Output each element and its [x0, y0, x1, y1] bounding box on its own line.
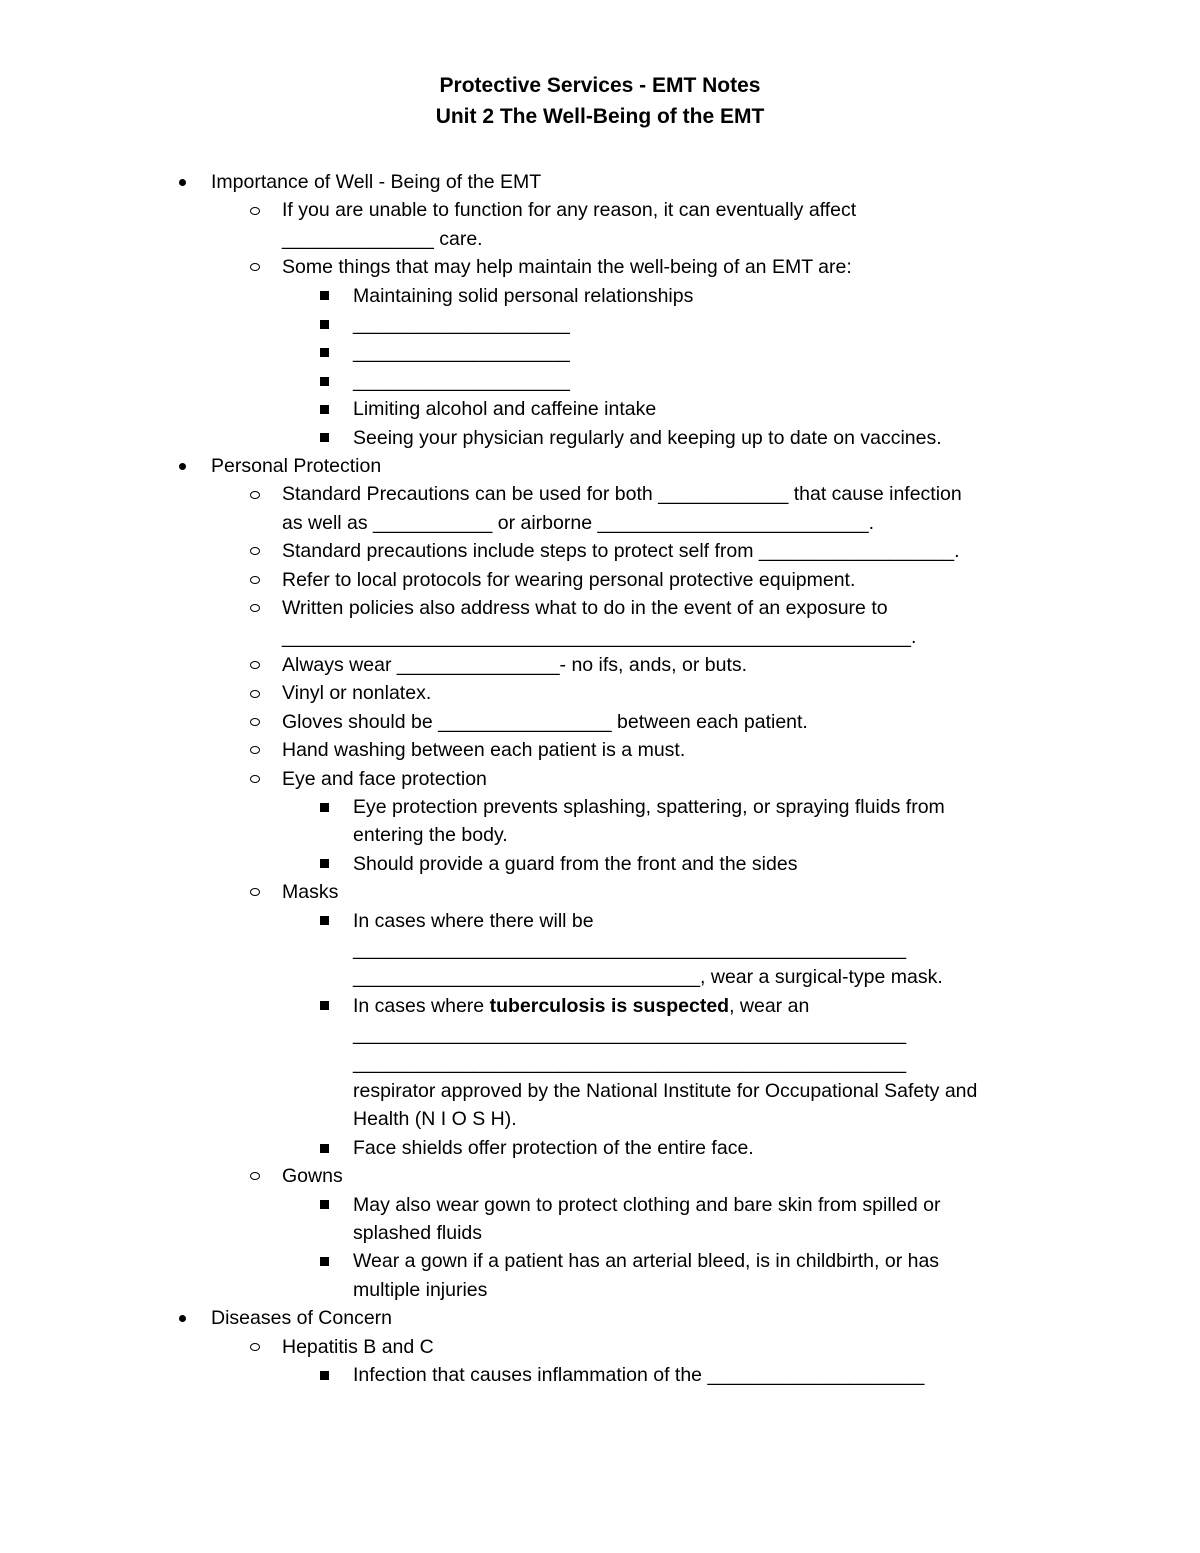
list-item: If you are unable to function for any reason, it can eventually affect	[0, 196, 1200, 224]
sub-list-item: Limiting alcohol and caffeine intake	[0, 395, 1200, 423]
sub-list-item-continuation: splashed fluids	[353, 1222, 482, 1245]
circle-bullet-icon	[246, 537, 264, 565]
sub-list-item-continuation: ___________________________________________________	[353, 1023, 907, 1046]
sub-list-item: Eye protection prevents splashing, spattering, or spraying fluids from	[0, 793, 1200, 821]
list-item: Refer to local protocols for wearing personal protective equipment.	[0, 566, 1200, 594]
square-bullet-icon	[316, 850, 332, 878]
bold-emphasis: tuberculosis is suspected	[489, 994, 730, 1017]
square-bullet-icon	[316, 282, 332, 310]
square-bullet-icon	[316, 1191, 332, 1219]
square-bullet-icon	[316, 1134, 332, 1162]
square-bullet-icon	[316, 310, 332, 338]
sub-list-item: Wear a gown if a patient has an arterial bleed, is in childbirth, or has	[0, 1247, 1200, 1275]
circle-bullet-icon	[246, 708, 264, 736]
sub-list-item: In cases where tuberculosis is suspected, wear an	[0, 992, 1200, 1020]
sub-list-item-blank: ____________________	[0, 338, 1200, 366]
notes-outline	[0, 168, 1200, 1389]
square-bullet-icon	[316, 338, 332, 366]
list-item: Eye and face protection	[0, 765, 1200, 793]
list-item-continuation: as well as ___________ or airborne _________________________.	[282, 511, 875, 534]
sub-list-item-continuation: respirator approved by the National Institute for Occupational Safety and	[353, 1080, 978, 1102]
circle-bullet-icon	[246, 1333, 264, 1361]
list-item: Gloves should be ________________ between each patient.	[0, 708, 1200, 736]
circle-bullet-icon	[246, 679, 264, 707]
square-bullet-icon	[316, 1247, 332, 1275]
list-item: Hand washing between each patient is a must.	[0, 736, 1200, 764]
circle-bullet-icon	[246, 480, 264, 508]
sub-list-item-continuation: ___________________________________________________	[353, 937, 907, 960]
list-item: Vinyl or nonlatex.	[0, 679, 1200, 707]
square-bullet-icon	[316, 395, 332, 423]
circle-bullet-icon	[246, 765, 264, 793]
list-item: Written policies also address what to do in the event of an exposure to	[0, 594, 1200, 622]
square-bullet-icon	[316, 1361, 332, 1389]
list-item-continuation: __________________________________________________________.	[282, 625, 917, 648]
sub-list-item: In cases where there will be	[0, 907, 1200, 935]
square-bullet-icon	[316, 424, 332, 452]
circle-bullet-icon	[246, 594, 264, 622]
list-item: Masks	[0, 878, 1200, 906]
circle-bullet-icon	[246, 1162, 264, 1190]
circle-bullet-icon	[246, 651, 264, 679]
document-title: Protective Services - EMT Notes	[439, 74, 761, 97]
list-item: Always wear _______________- no ifs, ands, or buts.	[0, 651, 1200, 679]
circle-bullet-icon	[246, 253, 264, 281]
sub-list-item: Should provide a guard from the front and the sides	[0, 850, 1200, 878]
circle-bullet-icon	[246, 736, 264, 764]
square-bullet-icon	[316, 793, 332, 821]
list-item: Some things that may help maintain the well-being of an EMT are:	[0, 253, 1200, 281]
section-heading-diseases: Diseases of Concern	[0, 1304, 1200, 1332]
section-heading-personal-protection: Personal Protection	[0, 452, 1200, 480]
sub-list-item: Maintaining solid personal relationships	[0, 282, 1200, 310]
unit-title: Unit 2 The Well-Being of the EMT	[435, 105, 765, 128]
square-bullet-icon	[316, 992, 332, 1020]
list-item: Standard precautions include steps to protect self from __________________.	[0, 537, 1200, 565]
list-item: Standard Precautions can be used for both ____________ that cause infection	[0, 480, 1200, 508]
sub-list-item: Seeing your physician regularly and keeping up to date on vaccines.	[0, 424, 1200, 452]
square-bullet-icon	[316, 367, 332, 395]
sub-list-item-continuation: ___________________________________________________	[353, 1051, 907, 1074]
circle-bullet-icon	[246, 878, 264, 906]
square-bullet-icon	[316, 907, 332, 935]
bullet-icon	[174, 1304, 190, 1332]
sub-list-item-blank: ____________________	[0, 310, 1200, 338]
sub-list-item-continuation: entering the body.	[353, 824, 508, 847]
sub-list-item: Infection that causes inflammation of the ____________________	[0, 1361, 1200, 1389]
circle-bullet-icon	[246, 566, 264, 594]
section-heading-wellbeing: Importance of Well - Being of the EMT	[0, 168, 1200, 196]
list-item: Hepatitis B and C	[0, 1333, 1200, 1361]
sub-list-item-continuation: multiple injuries	[353, 1278, 488, 1301]
list-item: Gowns	[0, 1162, 1200, 1190]
sub-list-item-blank: ____________________	[0, 367, 1200, 395]
bullet-icon	[174, 168, 190, 196]
bullet-icon	[174, 452, 190, 480]
circle-bullet-icon	[246, 196, 264, 224]
sub-list-item: May also wear gown to protect clothing and bare skin from spilled or	[0, 1191, 1200, 1219]
sub-list-item-continuation: Health (N I O S H).	[353, 1108, 517, 1131]
sub-list-item-continuation: ________________________________, wear a surgical-type mask.	[353, 966, 943, 989]
list-item-continuation: ______________ care.	[282, 227, 483, 250]
sub-list-item: Face shields offer protection of the entire face.	[0, 1134, 1200, 1162]
document-header	[0, 70, 1200, 132]
